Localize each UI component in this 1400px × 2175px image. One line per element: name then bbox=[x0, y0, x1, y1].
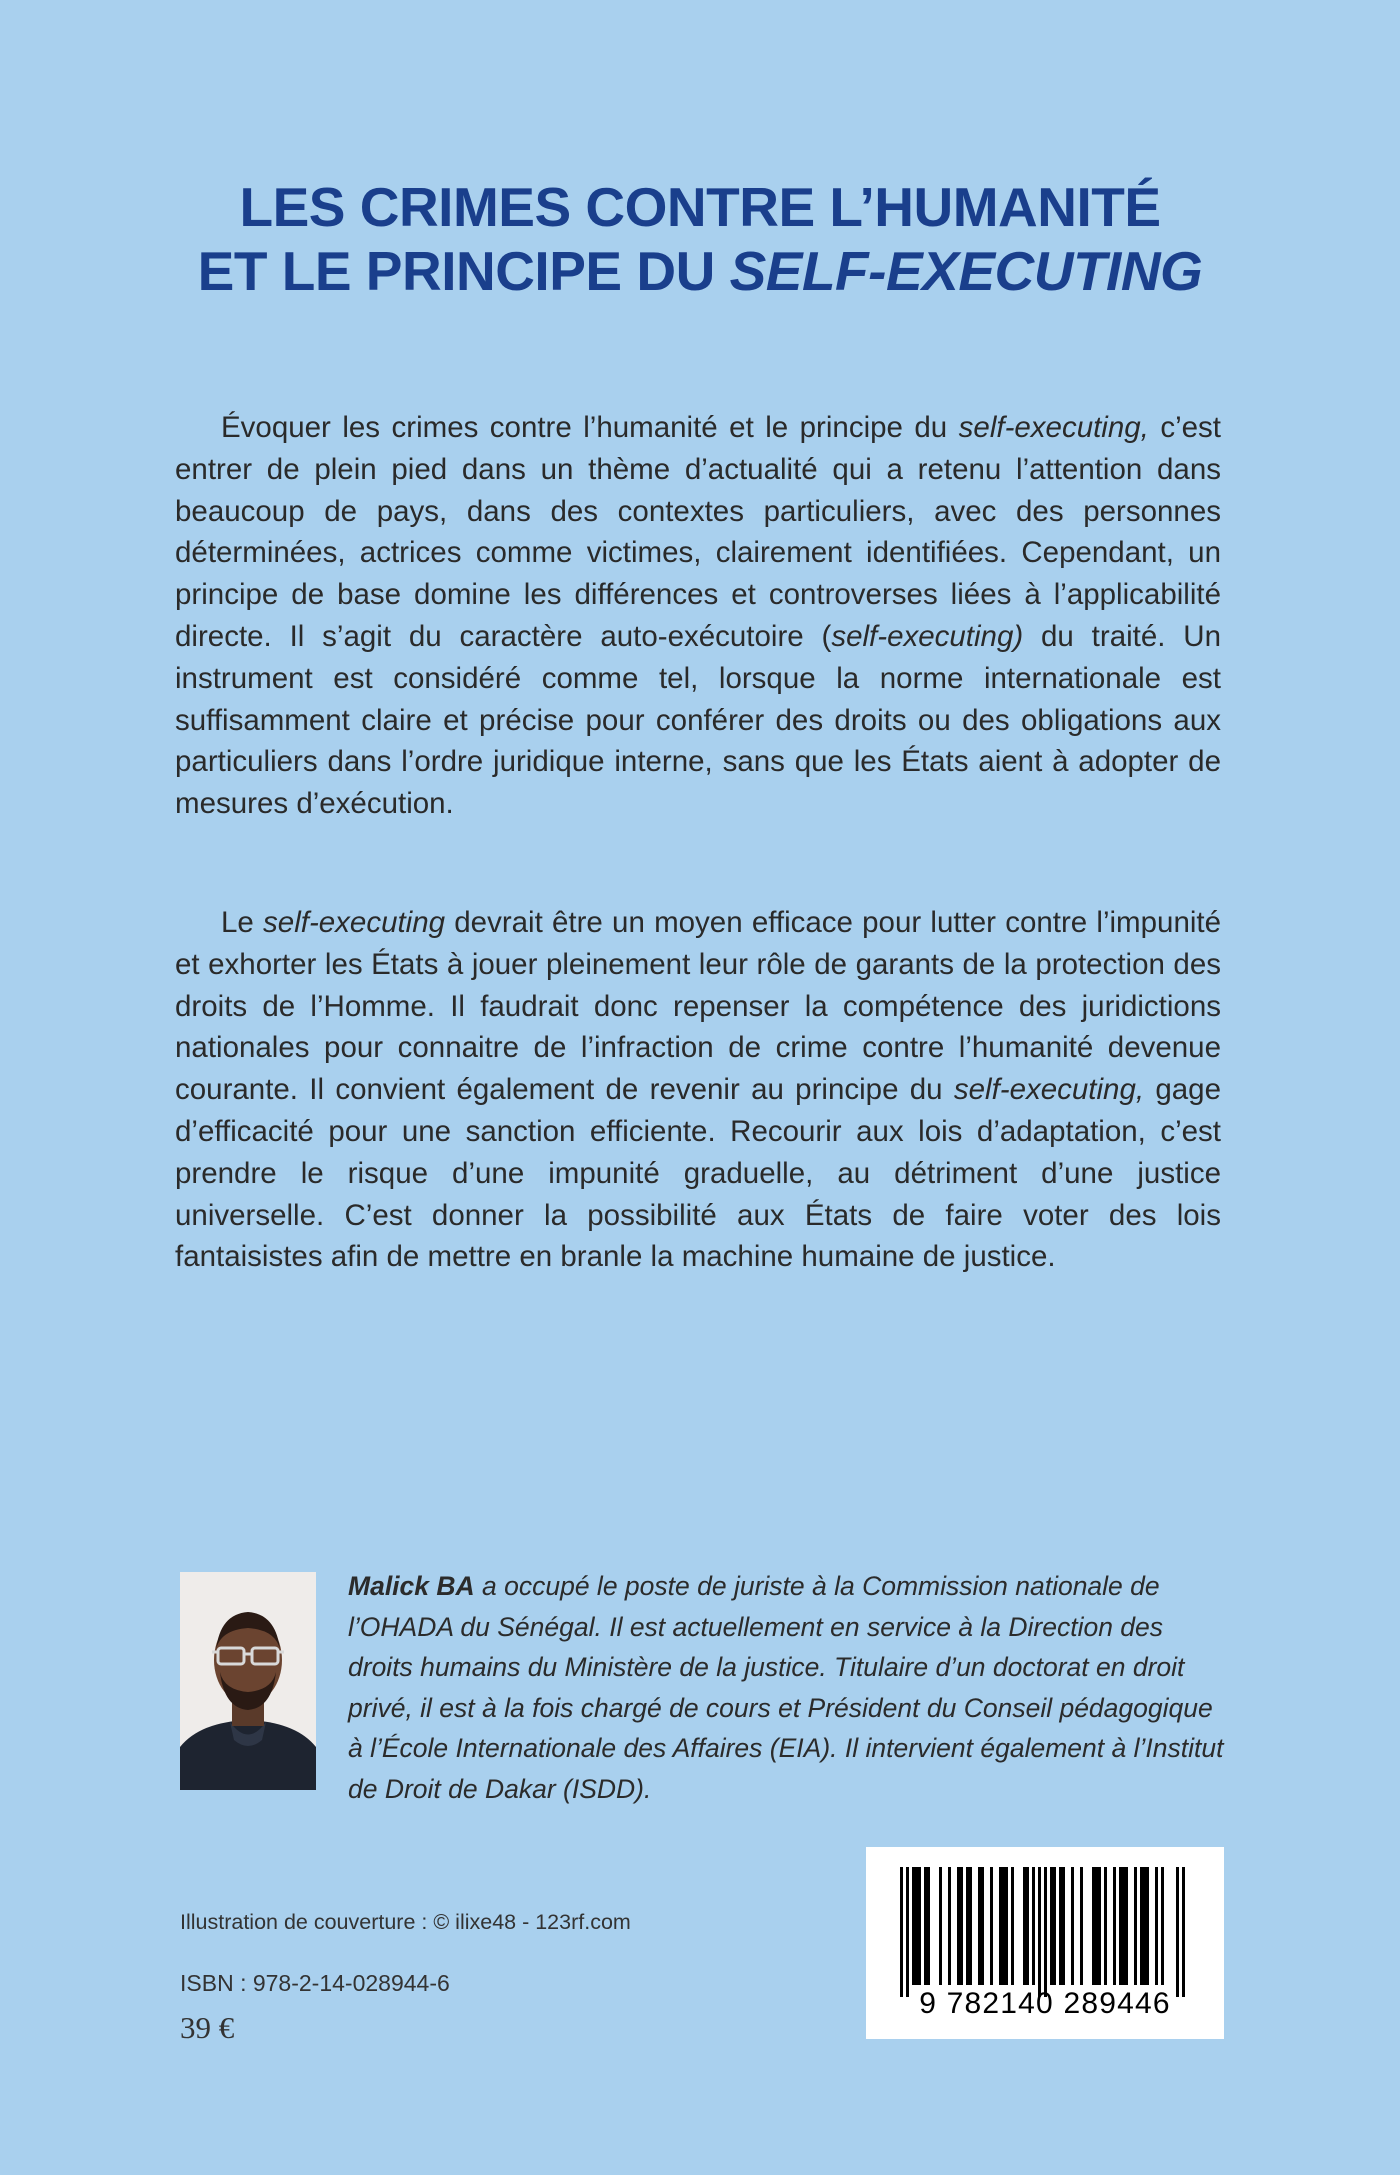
cover-credit: Illustration de couverture : © ilixe48 - 123rf.com bbox=[180, 1910, 631, 1934]
title-line-2 bbox=[0, 239, 1400, 303]
barcode-bar bbox=[957, 1867, 960, 1985]
barcode-bar bbox=[966, 1867, 969, 1985]
barcode-bar bbox=[1140, 1867, 1143, 1985]
barcode-bar bbox=[1032, 1867, 1035, 1985]
barcode-bar bbox=[1134, 1867, 1137, 1985]
barcode-bar bbox=[1044, 1867, 1047, 1997]
barcode-bar bbox=[1050, 1867, 1053, 1985]
barcode-bar bbox=[1080, 1867, 1083, 1985]
isbn: ISBN : 978-2-14-028944-6 bbox=[180, 1970, 450, 1996]
barcode-bar bbox=[1023, 1867, 1026, 1985]
barcode-bar bbox=[924, 1867, 927, 1985]
barcode-bar bbox=[927, 1867, 930, 1985]
blurb-p1-italic: self-executing, bbox=[958, 411, 1149, 444]
blurb-p2-italic: self-executing bbox=[263, 906, 446, 939]
book-title bbox=[0, 175, 1400, 303]
barcode-bar bbox=[939, 1867, 942, 1985]
author-bio-text: a occupé le poste de juriste à la Commission nationale de l’OHADA du Sénégal. Il est actuellement en service à la Direction des droits humains du Ministère de la justice. Titulaire d’un doctorat en droit privé, il est à la fois chargé de cours et Président du Conseil pédagogique à l’École Internationale des Affaires (EIA). Il intervient également à l’Institut de Droit de Dakar (ISDD). bbox=[348, 1571, 1224, 1804]
barcode-bar bbox=[1062, 1867, 1065, 1985]
barcode-bar bbox=[1182, 1867, 1185, 1997]
title-line-2-plain: ET LE PRINCIPE DU bbox=[197, 239, 730, 302]
blurb-p1-italic: self-executing) bbox=[831, 619, 1024, 653]
barcode-bar bbox=[1104, 1867, 1107, 1985]
blurb-paragraph-2 bbox=[175, 902, 1221, 1278]
barcode bbox=[866, 1847, 1224, 2039]
blurb-p2-text: gage d’efficacité pour une sanction efficiente. Recourir aux lois d’adaptation, c’est prendre le risque d’une impunité graduelle, au détriment d’une justice universelle. C’est donner la possibilité aux États de faire voter des lois fantaisistes afin de mettre en branle la machine humaine de justice. bbox=[175, 1073, 1221, 1274]
barcode-bar bbox=[1026, 1867, 1029, 1985]
author-bio bbox=[348, 1566, 1224, 1809]
price: 39 € bbox=[180, 2010, 235, 2045]
barcode-bar bbox=[1155, 1867, 1158, 1985]
barcode-digits: 9 782140 289446 bbox=[919, 1987, 1171, 2020]
barcode-bar bbox=[906, 1867, 909, 1997]
barcode-bar bbox=[978, 1867, 981, 1985]
barcode-bar bbox=[1053, 1867, 1056, 1985]
barcode-bar bbox=[918, 1867, 921, 1985]
barcode-bar bbox=[1098, 1867, 1101, 1985]
author-photo bbox=[180, 1572, 316, 1790]
barcode-bar bbox=[1176, 1867, 1179, 1997]
blurb-p2-text: devrait être un moyen efficace pour lutter contre l’impunité et exhorter les États à jouer pleinement leur rôle de garants de la protection des droits de l’Homme. Il faudrait donc repenser la compétence des juridictions nationales pour connaitre de l’infraction de crime contre l’humanité devenue courante. Il convient également de revenir au principe du bbox=[175, 906, 1222, 1107]
author-portrait-illustration bbox=[180, 1572, 316, 1790]
author-name: Malick BA bbox=[348, 1571, 475, 1601]
barcode-bar bbox=[1059, 1867, 1062, 1985]
barcode-bar bbox=[1038, 1867, 1041, 1997]
barcode-bar bbox=[969, 1867, 972, 1985]
barcode-bar bbox=[1146, 1867, 1149, 1985]
barcode-bar bbox=[999, 1867, 1002, 1985]
barcode-bar bbox=[1161, 1867, 1164, 1985]
barcode-bar bbox=[1071, 1867, 1074, 1985]
barcode-bar bbox=[912, 1867, 915, 1985]
blurb-p1-text: c’est entrer de plein pied dans un thème d’actualité qui a retenu l’attention dans beaucoup de pays, dans des contextes particuliers, avec des personnes déterminées, actrices comme victimes, clairement identifiées. Cependant, un principe de base domine les différences et controverses liées à l’applicabilité directe. Il s’agit du caractère auto-exécutoire ( bbox=[175, 411, 1221, 653]
title-line-1: LES CRIMES CONTRE L’HUMANITÉ bbox=[239, 175, 1161, 238]
barcode-bar bbox=[1113, 1867, 1116, 1985]
barcode-bar bbox=[960, 1867, 963, 1985]
barcode-bar bbox=[1092, 1867, 1095, 1985]
blurb-paragraph-1 bbox=[175, 407, 1221, 825]
blurb-p2-italic: self-executing, bbox=[953, 1073, 1145, 1107]
title-line-2-italic: SELF-EXECUTING bbox=[729, 239, 1203, 302]
blurb-p1-text: Évoquer les crimes contre l’humanité et le principe du bbox=[221, 411, 959, 444]
barcode-bar bbox=[948, 1867, 951, 1985]
barcode-bar bbox=[990, 1867, 993, 1985]
blurb-p1-text: du traité. Un instrument est considéré comme tel, lorsque la norme internationale est suffisamment claire et précise pour conférer des droits ou des obligations aux particuliers dans l’ordre juridique interne, sans que les États aient à adopter de mesures d’exécution. bbox=[175, 619, 1222, 821]
barcode-bar bbox=[1119, 1867, 1122, 1985]
blurb-p2-text: Le bbox=[221, 906, 264, 939]
barcode-bar bbox=[915, 1867, 918, 1985]
barcode-bar bbox=[1005, 1867, 1008, 1985]
barcode-bar bbox=[1125, 1867, 1128, 1985]
barcode-bar bbox=[1143, 1867, 1146, 1985]
barcode-bar bbox=[1002, 1867, 1005, 1985]
barcode-bar bbox=[900, 1867, 903, 1997]
barcode-bar bbox=[1095, 1867, 1098, 1985]
barcode-bar bbox=[981, 1867, 984, 1985]
barcode-bar bbox=[1011, 1867, 1014, 1985]
barcode-bar bbox=[1122, 1867, 1125, 1985]
